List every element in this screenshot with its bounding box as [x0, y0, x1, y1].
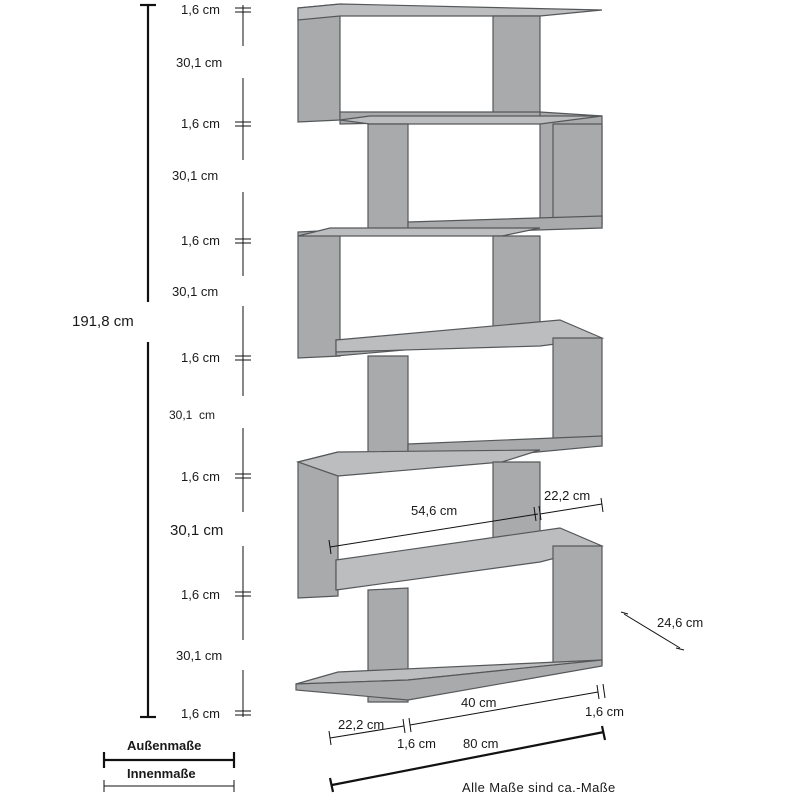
board-7-label: 1,6 cm: [181, 706, 221, 721]
bookshelf-drawing: [296, 4, 602, 702]
gap-4-label: 30,1 cm: [169, 408, 216, 422]
board-5-label: 1,6 cm: [181, 469, 221, 484]
gap-5-label: 30,1 cm: [170, 522, 224, 539]
legend-inner-label: Innenmaße: [127, 766, 196, 781]
inner-narrow-bottom-label: 22,2 cm: [338, 717, 385, 732]
divider-label: 1,6 cm: [397, 736, 437, 751]
gap-2-label: 30,1 cm: [172, 168, 219, 183]
board-1-label: 1,6 cm: [181, 2, 221, 17]
board-6-label: 1,6 cm: [181, 587, 221, 602]
legend: [104, 738, 234, 792]
board-3-label: 1,6 cm: [181, 233, 221, 248]
vertical-inner-dimensions: [169, 2, 251, 721]
gap-6-label: 30,1 cm: [176, 648, 223, 663]
depth-dimension: [621, 612, 703, 650]
total-height-label: 191,8 cm: [72, 313, 134, 330]
gap-3-label: 30,1 cm: [172, 284, 219, 299]
board-4-label: 1,6 cm: [181, 350, 221, 365]
total-width-label: 80 cm: [463, 736, 499, 751]
gap-1-label: 30,1 cm: [176, 55, 223, 70]
depth-label: 24,6 cm: [657, 615, 704, 630]
inner-wide-label: 54,6 cm: [411, 503, 458, 518]
legend-outer-label: Außenmaße: [127, 738, 202, 753]
inner-40-label: 40 cm: [461, 695, 497, 710]
note-label: Alle Maße sind ca.-Maße: [462, 780, 616, 795]
inner-narrow-top-label: 22,2 cm: [544, 488, 591, 503]
total-height-dimension: [72, 5, 156, 717]
board-2-label: 1,6 cm: [181, 116, 221, 131]
side-right-label: 1,6 cm: [585, 704, 625, 719]
